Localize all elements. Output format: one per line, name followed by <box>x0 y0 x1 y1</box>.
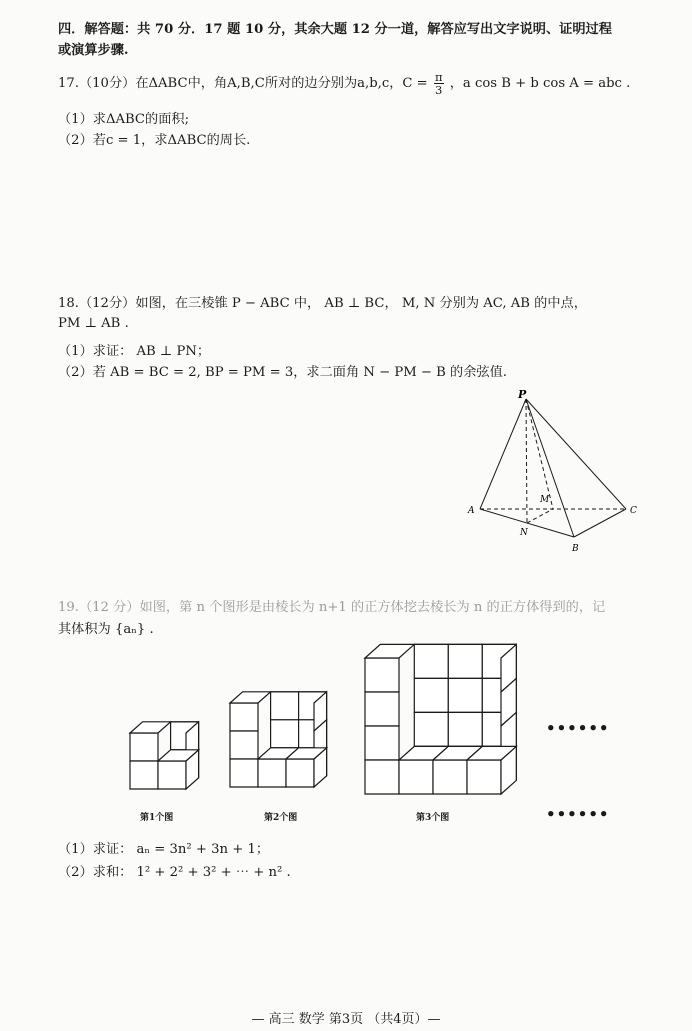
label-P: P <box>518 388 527 401</box>
q18-part2: （2）若 AB = BC = 2, BP = PM = 3，求二面角 N − PM − B 的余弦值. <box>58 365 507 380</box>
figure-3-cube <box>365 644 516 794</box>
label-B: B <box>572 544 579 554</box>
page-footer: — 高三 数学 第3页 （共4页）— <box>251 1012 441 1027</box>
caption-figure-1: 第1个图 <box>140 813 174 823</box>
q17-fraction <box>434 71 444 96</box>
cube-figures <box>110 608 580 808</box>
q18-statement-line1: 18.（12分）如图，在三棱锥 P − ABC 中， AB ⊥ BC， M, N 分别为 AC, AB 的中点， <box>58 296 587 311</box>
tetrahedron-figure <box>460 385 650 560</box>
section-heading-line1: 四．解答题：共 70 分．17 题 10 分，其余大题 12 分一道，解答应写出文字说明、证明过程 <box>58 22 612 37</box>
label-C: C <box>630 506 637 516</box>
caption-figure-3: 第3个图 <box>416 813 450 823</box>
label-A: A <box>468 506 475 516</box>
figure-1-cube <box>130 722 199 789</box>
q19-part2: （2）求和： 1² + 2² + 3² + ⋯ + n² . <box>58 865 291 880</box>
q18-statement-line2: PM ⊥ AB . <box>58 316 129 331</box>
q17-frac-num: π <box>434 70 443 84</box>
ellipsis-bottom: •••••• <box>546 805 610 823</box>
section-heading-line2: 或演算步骤. <box>58 43 129 58</box>
label-N: N <box>520 528 528 538</box>
q17-condition: ，a cos B + b cos A = abc . <box>449 76 631 91</box>
ellipsis-top: •••••• <box>546 719 610 737</box>
q17-part2: （2）若c = 1，求ΔABC的周长. <box>58 133 251 148</box>
q17-frac-den: 3 <box>435 83 443 97</box>
label-M: M <box>540 495 550 505</box>
q17-lead: 17.（10分）在ΔABC中，角A,B,C所对的边分别为a,b,c，C = <box>58 76 428 91</box>
figure-2-cube <box>230 692 327 787</box>
q17-statement <box>58 71 630 96</box>
caption-figure-2: 第2个图 <box>264 813 298 823</box>
q17-part1: （1）求ΔABC的面积; <box>58 112 190 127</box>
q19-part1: （1）求证： aₙ = 3n² + 3n + 1； <box>58 842 270 857</box>
q19-statement-line2: 其体积为 {aₙ} . <box>58 622 154 637</box>
q18-part1: （1）求证： AB ⊥ PN； <box>58 344 211 359</box>
q19-statement-line1: 19.（12 分）如图，第 n 个图形是由棱长为 n+1 的正方体挖去棱长为 n 的正方体得到的，记 <box>58 600 606 615</box>
